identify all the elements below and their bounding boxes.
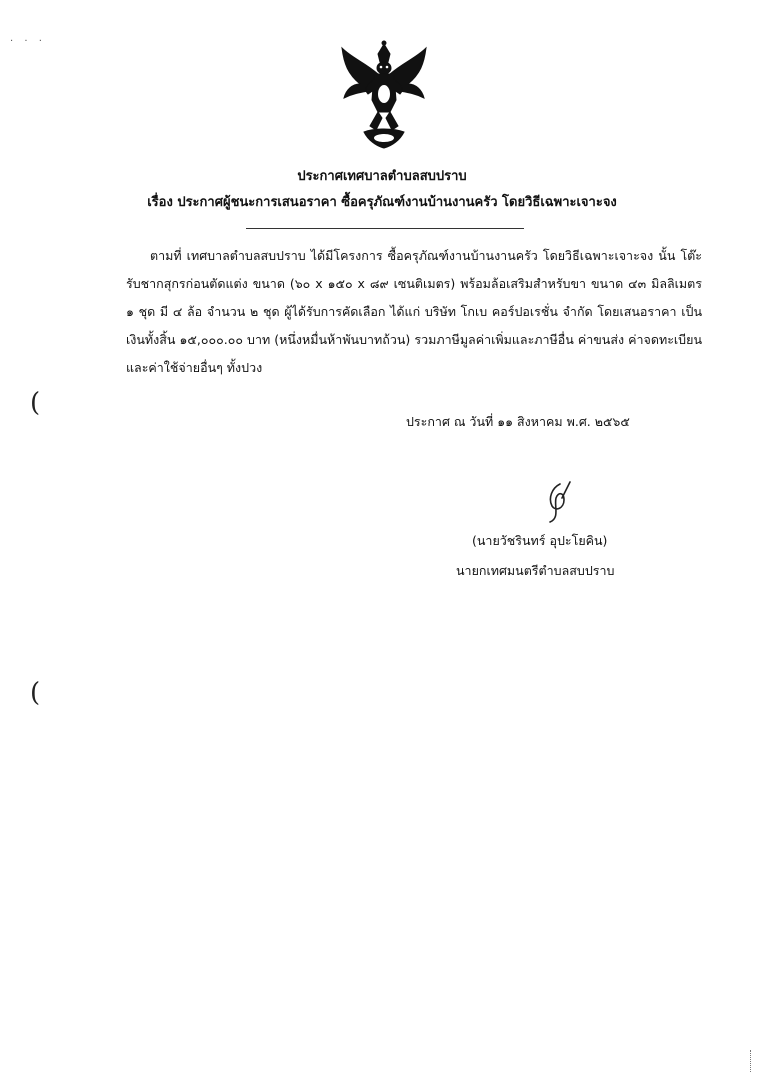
scan-speckles: · · · [10,36,46,47]
signer-name: (นายวัชรินทร์ อุปะโยคิน) [472,533,608,548]
signature [532,478,580,524]
title-divider [246,228,524,229]
signer-position: นายกเทศมนตรีตำบลสบปราบ [456,563,615,578]
punch-hole-mark: ( [30,678,41,708]
punch-hole-mark: ( [30,388,41,418]
garuda-emblem [334,40,434,150]
announcement-date: ประกาศ ณ วันที่ ๑๑ สิงหาคม พ.ศ. ๒๕๖๕ [406,414,630,429]
scan-edge-mark [750,1050,752,1072]
body-paragraph: ตามที่ เทศบาลตำบลสบปราบ ได้มีโครงการ ซื้อครุภัณฑ์งานบ้านงานครัว โดยวิธีเฉพาะเจาะจง นั้น โต๊ะรับชากสุกรก่อนตัดแต่ง ขนาด (๖๐ x ๑๕๐ x ๘๙ เซนติเมตร) พร้อมล้อเสริมสำหรับขา ขนาด ๔๓ มิลลิเมตร ๑ ชุด มี ๔ ล้อ จำนวน ๒ ชุด ผู้ได้รับการคัดเลือก ได้แก่ บริษัท โกเบ คอร์ปอเรชั่น จำกัด โดยเสนอราคา เป็นเงินทั้งสิ้น ๑๕,๐๐๐.๐๐ บาท (หนึ่งหมื่นห้าพันบาทถ้วน) รวมภาษีมูลค่าเพิ่มและภาษีอื่น ค่าขนส่ง ค่าจดทะเบียน และค่าใช้จ่ายอื่นๆ ทั้งปวง [126,248,702,375]
announcement-title: ประกาศเทศบาลตำบลสบปราบ [297,169,467,184]
announcement-subject: เรื่อง ประกาศผู้ชนะการเสนอราคา ซื้อครุภัณฑ์งานบ้านงานครัว โดยวิธีเฉพาะเจาะจง [147,195,617,210]
